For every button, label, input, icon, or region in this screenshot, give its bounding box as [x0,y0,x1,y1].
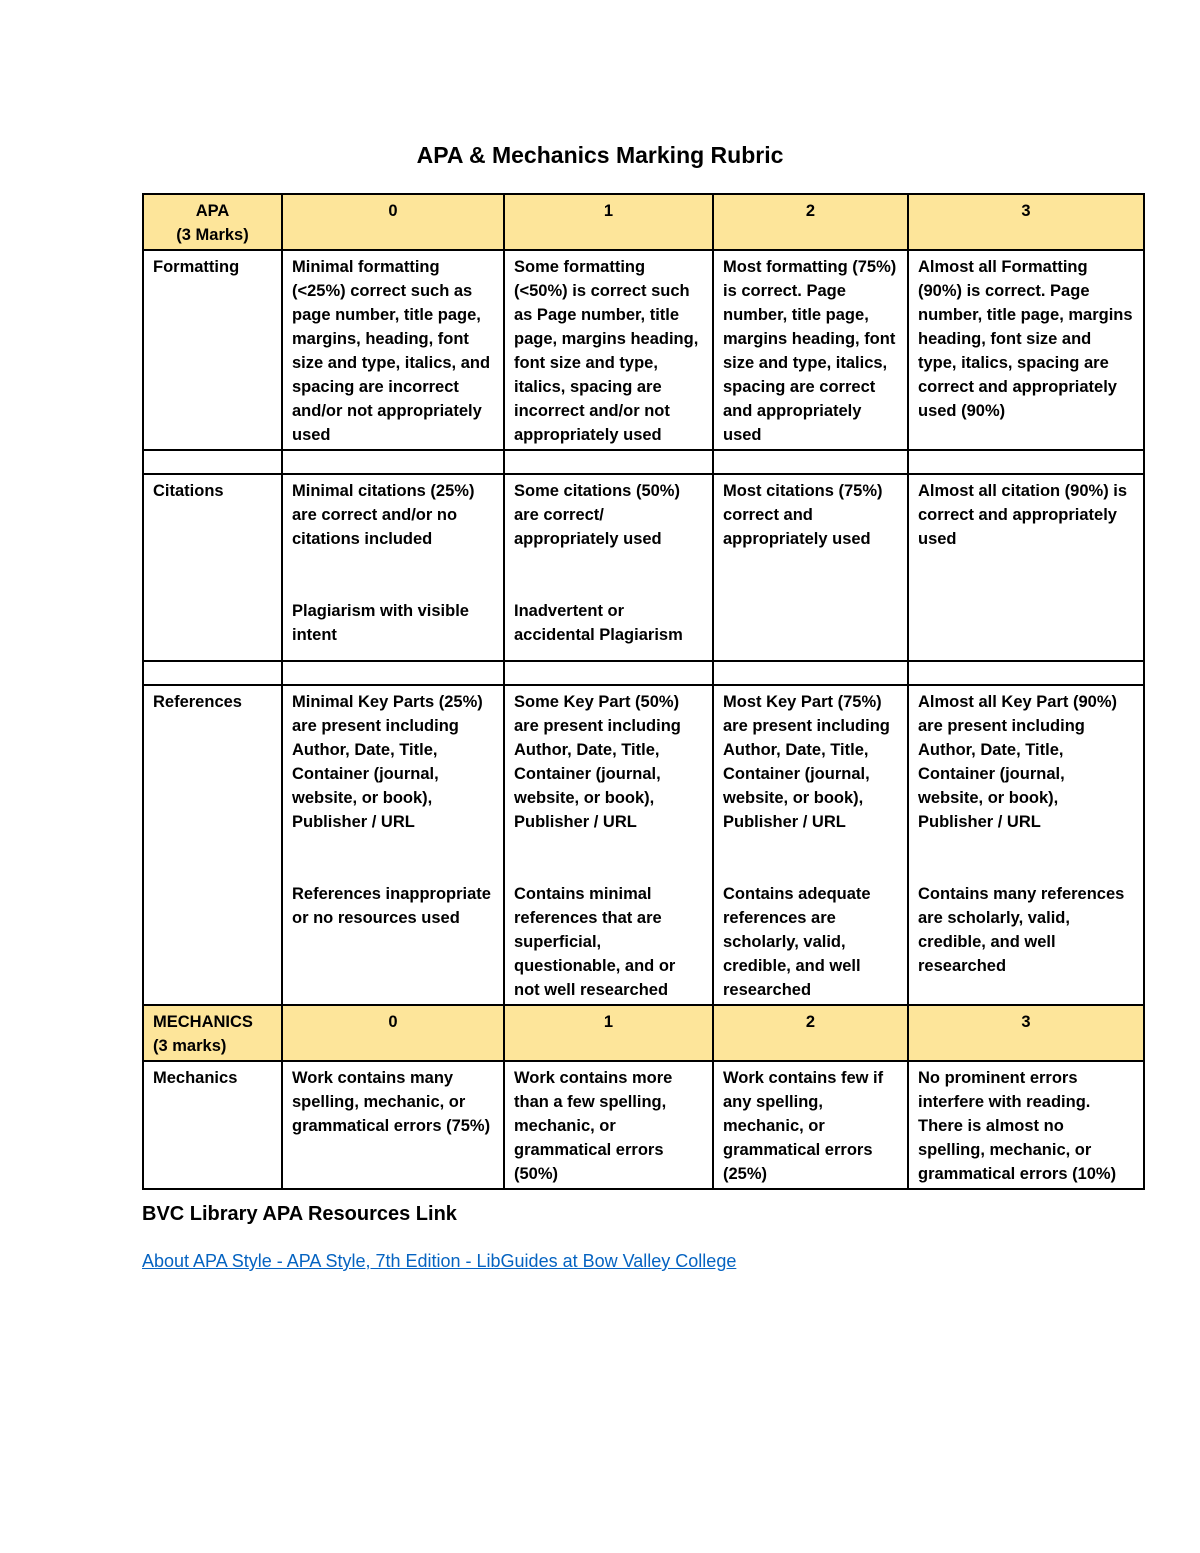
empty-cell [282,661,504,685]
apa-score-1: 1 [504,194,713,250]
spacer-row [143,661,1144,685]
mechanics-score-0: 0 [282,1005,504,1061]
empty-cell [282,450,504,474]
citations-label: Citations [143,474,282,661]
citations-cell-0 [282,474,504,661]
formatting-cell-2: Most formatting (75%) is correct. Page number, title page, margins heading, font size and type, italics, spacing are correct and appropriately used [713,250,908,450]
references-cell-3-main: Almost all Key Part (90%) are present including Author, Date, Title, Container (journal, website, or book), Publisher / URL [918,693,1117,831]
citations-cell-3-main: Almost all citation (90%) is correct and appropriately used [918,482,1128,548]
citations-cell-0-main: Minimal citations (25%) are correct and/or no citations included [292,482,475,548]
empty-cell [504,661,713,685]
references-cell-0 [282,685,504,1005]
empty-cell [713,450,908,474]
spacer-row [143,450,1144,474]
citations-cell-3 [908,474,1144,661]
references-cell-1 [504,685,713,1005]
empty-cell [143,450,282,474]
mechanics-cell-2: Work contains few if any spelling, mechanic, or grammatical errors (25%) [713,1061,908,1189]
citations-cell-2 [713,474,908,661]
empty-cell [713,661,908,685]
apa-score-0: 0 [282,194,504,250]
formatting-cell-0: Minimal formatting (<25%) correct such as page number, title page, margins, heading, font size and type, italics, and spacing are incorrect and/or not appropriately used [282,250,504,450]
formatting-cell-3: Almost all Formatting (90%) is correct. Page number, title page, margins heading, font size and type, italics, spacing are correct and appropriately used (90%) [908,250,1144,450]
references-cell-3 [908,685,1144,1005]
citations-cell-1-extra: Inadvertent or accidental Plagiarism [514,602,683,644]
empty-cell [908,661,1144,685]
mechanics-header-row [143,1005,1144,1061]
rubric-table [142,193,1145,1190]
mechanics-cell-1: Work contains more than a few spelling, mechanic, or grammatical errors (50%) [504,1061,713,1189]
citations-row [143,474,1144,661]
mechanics-cell-0: Work contains many spelling, mechanic, or grammatical errors (75%) [282,1061,504,1189]
formatting-cell-1: Some formatting (<50%) is correct such as Page number, title page, margins heading, font size and type, italics, spacing are incorrect and/or not appropriately used [504,250,713,450]
apa-resources-link[interactable]: About APA Style - APA Style, 7th Edition - LibGuides at Bow Valley College [142,1251,737,1271]
empty-cell [504,450,713,474]
mechanics-cell-3: No prominent errors interfere with reading. There is almost no spelling, mechanic, or grammatical errors (10%) [908,1061,1144,1189]
mechanics-header-label [143,1005,282,1061]
mechanics-score-3: 3 [908,1005,1144,1061]
mechanics-row [143,1061,1144,1189]
apa-label: APA [195,202,230,220]
references-cell-2-extra: Contains adequate references are scholarly, valid, credible, and well researched [723,885,871,999]
apa-score-3: 3 [908,194,1144,250]
apa-marks: (3 Marks) [176,226,249,244]
references-label: References [143,685,282,1005]
mechanics-row-label: Mechanics [143,1061,282,1189]
references-cell-2-main: Most Key Part (75%) are present including Author, Date, Title, Container (journal, website, or book), Publisher / URL [723,693,890,831]
formatting-label: Formatting [143,250,282,450]
mechanics-marks: (3 marks) [153,1037,227,1055]
empty-cell [143,661,282,685]
apa-score-2: 2 [713,194,908,250]
mechanics-label: MECHANICS [153,1013,253,1031]
citations-cell-2-main: Most citations (75%) correct and appropriately used [723,482,883,548]
references-row [143,685,1144,1005]
references-cell-1-extra: Contains minimal references that are superficial, questionable, and or not well researched [514,885,676,999]
citations-cell-1-main: Some citations (50%) are correct/ appropriately used [514,482,680,548]
apa-header-label [143,194,282,250]
references-cell-0-extra: References inappropriate or no resources used [292,885,491,927]
formatting-row [143,250,1144,450]
mechanics-score-1: 1 [504,1005,713,1061]
citations-cell-0-extra: Plagiarism with visible intent [292,602,469,644]
mechanics-score-2: 2 [713,1005,908,1061]
references-cell-0-main: Minimal Key Parts (25%) are present including Author, Date, Title, Container (journal, website, or book), Publisher / URL [292,693,483,831]
references-cell-2 [713,685,908,1005]
references-cell-1-main: Some Key Part (50%) are present including Author, Date, Title, Container (journal, website, or book), Publisher / URL [514,693,681,831]
references-cell-3-extra: Contains many references are scholarly, valid, credible, and well researched [918,885,1125,975]
empty-cell [908,450,1144,474]
resources-heading: BVC Library APA Resources Link [142,1203,457,1225]
apa-header-row [143,194,1144,250]
citations-cell-1 [504,474,713,661]
page-title: APA & Mechanics Marking Rubric [416,142,784,168]
